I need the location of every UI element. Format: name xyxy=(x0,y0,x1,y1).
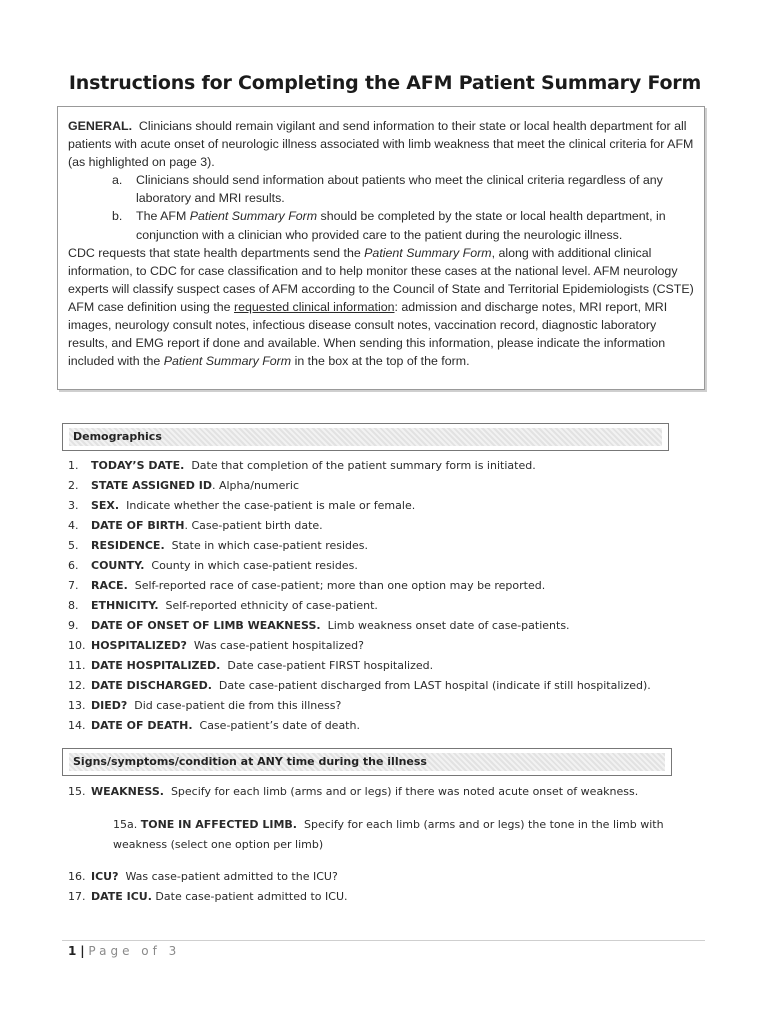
general-sub-list xyxy=(68,171,694,243)
signs-list xyxy=(68,782,638,802)
signs-list-continued xyxy=(68,867,348,907)
demographics-section-header: Demographics xyxy=(62,423,669,451)
list-item: 14. DATE OF DEATH. Case-patient’s date of death. xyxy=(68,719,360,732)
page-footer xyxy=(68,944,180,958)
list-item: 7. RACE. Self-reported race of case-patient; more than one option may be reported. xyxy=(68,579,546,592)
signs-section-header: Signs/symptoms/condition at ANY time during the illness xyxy=(62,748,672,776)
footer-separator: | xyxy=(80,944,85,958)
list-item: 9. DATE OF ONSET OF LIMB WEAKNESS. Limb weakness onset date of case-patients. xyxy=(68,619,570,632)
list-item: 17. DATE ICU. Date case-patient admitted to ICU. xyxy=(68,890,348,903)
page-number: 1 xyxy=(68,944,77,958)
general-heading: GENERAL. xyxy=(68,119,133,133)
general-intro: GENERAL. Clinicians should remain vigilant and send information to their state or local health department for all patients with acute onset of neurologic illness associated with limb weakness that meet the clinical criteria for AFM (as highlighted on page 3). xyxy=(68,119,694,170)
list-item: 6. COUNTY. County in which case-patient resides. xyxy=(68,559,358,572)
sub-item-15a: 15a. TONE IN AFFECTED LIMB. Specify for each limb (arms and or legs) the tone in the limb with weakness (select one option per limb) xyxy=(113,818,664,851)
document-title: Instructions for Completing the AFM Patient Summary Form xyxy=(68,72,702,94)
list-item: 11. DATE HOSPITALIZED. Date case-patient FIRST hospitalized. xyxy=(68,659,434,672)
footer-divider xyxy=(62,940,705,941)
list-item: 4. DATE OF BIRTH. Case-patient birth date. xyxy=(68,519,323,532)
list-item: 13. DIED? Did case-patient die from this illness? xyxy=(68,699,342,712)
list-item: 3. SEX. Indicate whether the case-patient is male or female. xyxy=(68,499,416,512)
list-item: b. The AFM Patient Summary Form should be completed by the state or local health department, in conjunction with a clinician who provided care to the patient during the neurologic illness. xyxy=(112,209,666,242)
list-item: a. Clinicians should send information about patients who meet the clinical criteria regardless of any laboratory and MRI results. xyxy=(112,173,663,206)
list-item: 8. ETHNICITY. Self-reported ethnicity of case-patient. xyxy=(68,599,378,612)
list-item: 12. DATE DISCHARGED. Date case-patient discharged from LAST hospital (indicate if still hospitalized). xyxy=(68,679,651,692)
requested-clinical-information-link[interactable]: requested clinical information xyxy=(234,299,395,314)
general-instructions-box xyxy=(57,106,705,390)
list-item: 5. RESIDENCE. State in which case-patient resides. xyxy=(68,539,369,552)
page-of-total: Page of 3 xyxy=(88,944,181,958)
cdc-request-paragraph: CDC requests that state health departments send the Patient Summary Form, along with additional clinical information, to CDC for case classification and to help monitor these cases at the national level. AFM neurology experts will classify suspect cases of AFM according to the Council of State and Territorial Epidemiologists (CSTE) AFM case definition using the requested clinical information: admission and discharge notes, MRI report, MRI images, neurology consult notes, infectious disease consult notes, vaccination record, diagnostic laboratory results, and EMG report if done and available. When sending this information, please indicate the information included with the Patient Summary Form in the box at the top of the form. xyxy=(68,245,694,369)
list-item: 1. TODAY’S DATE. Date that completion of the patient summary form is initiated. xyxy=(68,459,536,472)
list-item: 16. ICU? Was case-patient admitted to the ICU? xyxy=(68,870,338,883)
demographics-list xyxy=(68,456,651,736)
list-item: 10. HOSPITALIZED? Was case-patient hospitalized? xyxy=(68,639,364,652)
list-item: 2. STATE ASSIGNED ID. Alpha/numeric xyxy=(68,479,299,492)
list-item: 15. WEAKNESS. Specify for each limb (arms and or legs) if there was noted acute onset of weakness. xyxy=(68,785,639,798)
